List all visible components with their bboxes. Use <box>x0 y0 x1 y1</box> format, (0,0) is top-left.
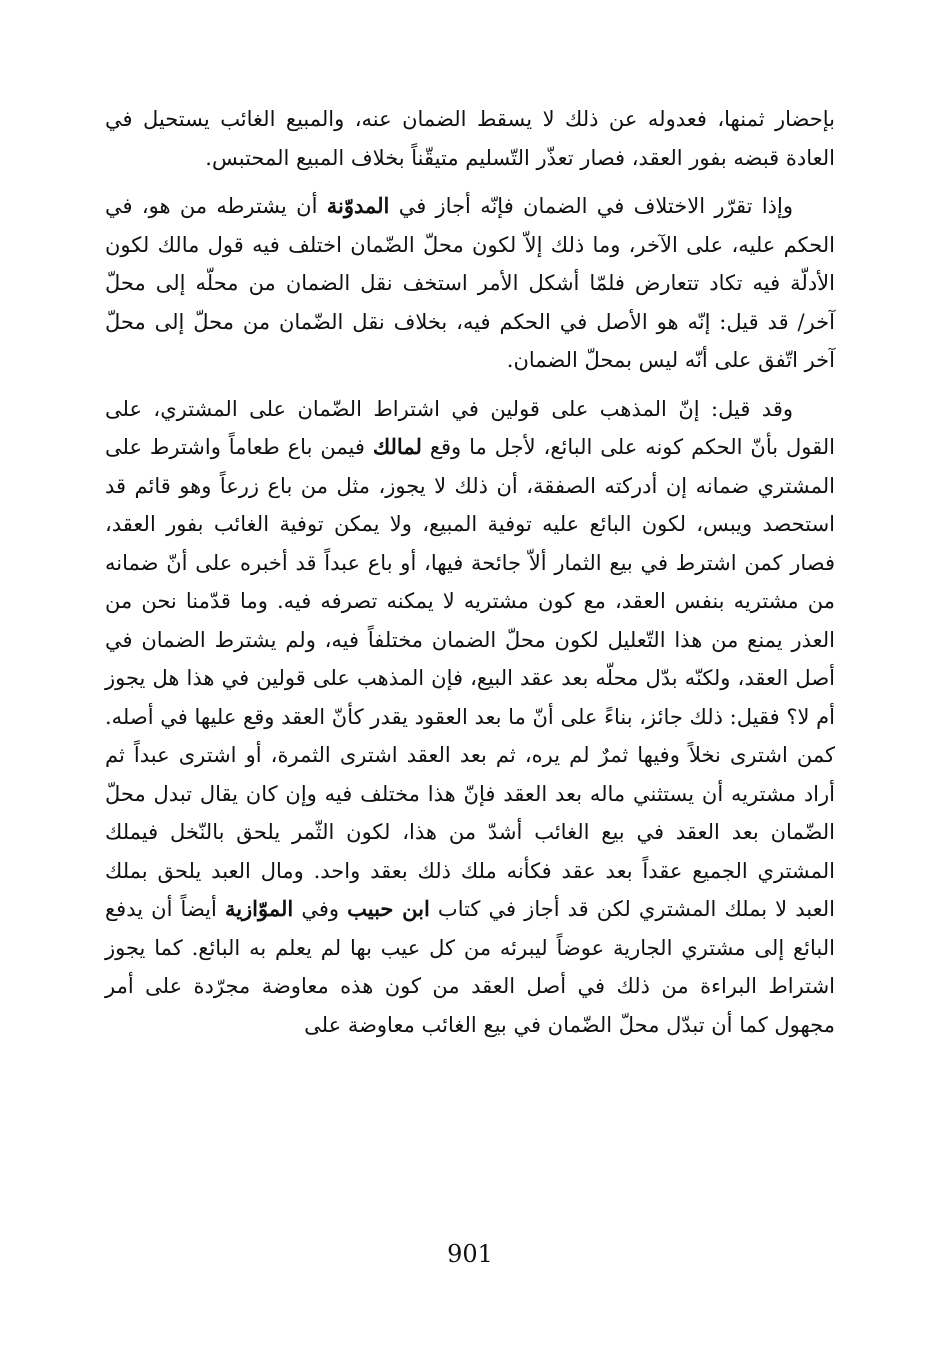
paragraph-3-text-a: وقد قيل: إنّ المذهب على قولين في اشتراط الضّمان على المشتري، على القول بأنّ الحكم كونه على البائع، لأجل ما وقع <box>105 396 835 459</box>
source-name-mudawwana: المدوّنة <box>326 193 390 218</box>
paragraph-1 <box>105 100 835 177</box>
paragraph-2 <box>105 187 835 380</box>
paragraph-3-text-b: فيمن باع طعاماً واشترط على المشتري ضمانه إن أدركته الصفقة، أن ذلك لا يجوز، مثل من باع زرعاً وهو قائم قد استحصد ويبس، لكون البائع عليه توفية المبيع، ولا يمكن توفية الغائب بفور العقد، فصار كمن اشترط في بيع الثمار ألاّ جائحة فيها، أو باع عبداً قد أخبره على أنّ ضمانه من مشتريه بنفس العقد، مع كون مشتريه لا يمكنه تصرفه فيه. وما قدّمنا نحن من العذر يمنع من هذا التّعليل لكون محلّ الضمان مختلفاً فيه، ولم يشترط الضمان في أصل العقد، ولكنّه بدّل محلّه بعد عقد البيع، فإن المذهب على قولين في هذا هل يجوز أم لا؟ فقيل: ذلك جائز، بناءً على أنّ ما بعد العقود يقدر كأنّ العقد وقع عليها في أصله. كمن اشترى نخلاً وفيها ثمرٌ لم يره، ثم بعد العقد اشترى الثمرة، أو اشترى عبداً ثم أراد مشتريه أن يستثني ماله بعد العقد فإنّ هذا مختلف فيه وإن كان يقال تبدل محلّ الضّمان بعد العقد في بيع الغائب أشدّ من هذا، لكون الثّمر يلحق بالنّخل فيملك المشتري الجميع عقداً بعد عقد فكأنه ملك ذلك بعقد واحد. ومال العبد يلحق بملك العبد لا بملك المشتري لكن قد أجاز في كتاب <box>105 435 835 921</box>
page-number: 901 <box>447 1240 493 1268</box>
paragraph-3-text-c: وفي <box>293 897 348 921</box>
name-ibn-habib: ابن حبيب <box>347 896 430 921</box>
body-text <box>105 100 835 1054</box>
source-name-mawwaziyya: الموّازية <box>224 896 294 921</box>
paragraph-2-text-b: أن يشترطه من هو، في الحكم عليه، على الآخر، وما ذلك إلاّ لكون محلّ الضّمان اختلف فيه قول مالك لكون الأدلّة فيه تكاد تتعارض فلمّا أشكل الأمر استخف نقل الضمان من محلّه إلى محلّ آخر/ قد قيل: إنّه هو الأصل في الحكم فيه، بخلاف نقل الضّمان من محلّ إلى محلّ آخر اتّفق على أنّه ليس بمحلّ الضمان. <box>105 194 835 372</box>
paragraph-2-text-a: وإذا تقرّر الاختلاف في الضمان فإنّه أجاز في <box>389 194 793 218</box>
name-malik: لمالك <box>372 434 422 459</box>
paragraph-3 <box>105 390 835 1045</box>
paragraph-3-text-d: أيضاً أن يدفع البائع إلى مشتري الجارية عوضاً ليبرئه من كل عيب بها لم يعلم به البائع. كما يجوز اشتراط البراءة من ذلك في أصل العقد من كون هذه معاوضة مجرّدة على أمر مجهول كما أن تبدّل محلّ الضّمان في بيع الغائب معاوضة على <box>105 897 835 1037</box>
paragraph-1-text: بإحضار ثمنها، فعدوله عن ذلك لا يسقط الضمان عنه، والمبيع الغائب يستحيل في العادة قبضه بفور العقد، فصار تعذّر التّسليم متيقّناً بخلاف المبيع المحتبس. <box>105 107 835 170</box>
